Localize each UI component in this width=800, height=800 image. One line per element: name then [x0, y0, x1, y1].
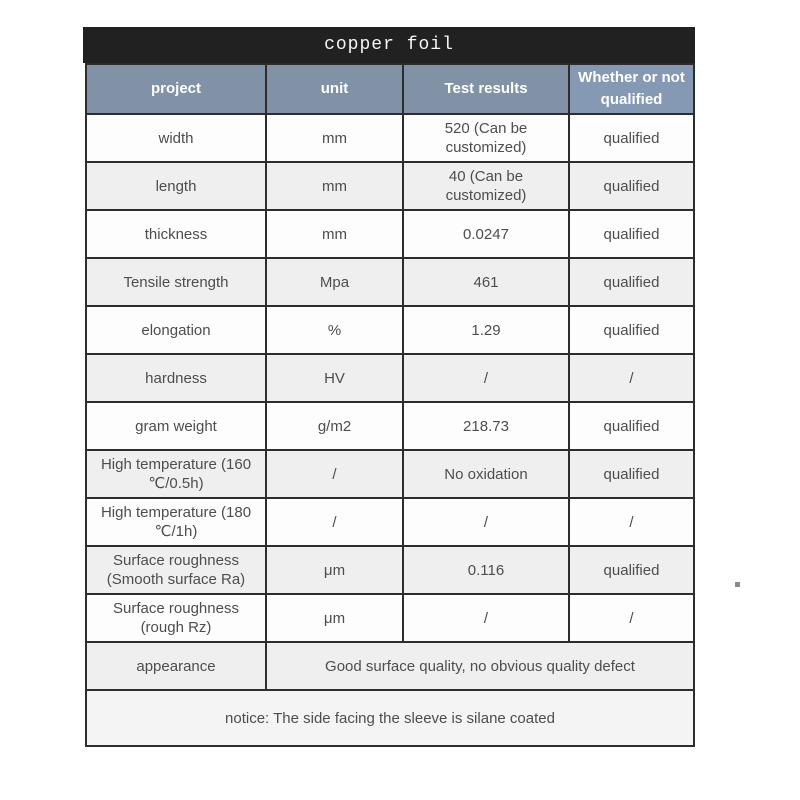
- cell-project: width: [86, 114, 266, 162]
- cell-project: length: [86, 162, 266, 210]
- table-row: [86, 210, 694, 258]
- cell-unit: HV: [266, 354, 403, 402]
- stray-dot-artifact: [735, 582, 740, 587]
- cell-unit: mm: [266, 162, 403, 210]
- cell-project: Surface roughness (Smooth surface Ra): [86, 546, 266, 594]
- table-row: [86, 258, 694, 306]
- cell-qualified: qualified: [569, 306, 694, 354]
- cell-result: No oxidation: [403, 450, 569, 498]
- table-row-notice: [86, 690, 694, 746]
- table-row: [86, 546, 694, 594]
- header-row: [86, 64, 694, 114]
- cell-unit: /: [266, 450, 403, 498]
- cell-project: hardness: [86, 354, 266, 402]
- cell-result: 0.116: [403, 546, 569, 594]
- table-row: [86, 402, 694, 450]
- cell-project: Surface roughness (rough Rz): [86, 594, 266, 642]
- table-title: copper foil: [83, 27, 695, 63]
- cell-unit: Mpa: [266, 258, 403, 306]
- col-header-test-results: Test results: [403, 64, 569, 114]
- table-row: [86, 354, 694, 402]
- notice-text: notice: The side facing the sleeve is silane coated: [86, 690, 694, 746]
- cell-unit: /: [266, 498, 403, 546]
- cell-project: Tensile strength: [86, 258, 266, 306]
- cell-result: /: [403, 354, 569, 402]
- col-header-unit: unit: [266, 64, 403, 114]
- col-header-project: project: [86, 64, 266, 114]
- cell-unit: μm: [266, 594, 403, 642]
- cell-unit: mm: [266, 210, 403, 258]
- cell-project: gram weight: [86, 402, 266, 450]
- spec-table: [85, 63, 695, 747]
- spec-sheet: [83, 27, 695, 747]
- table-row: [86, 594, 694, 642]
- cell-unit: mm: [266, 114, 403, 162]
- table-row: [86, 450, 694, 498]
- cell-qualified: qualified: [569, 162, 694, 210]
- cell-result: 0.0247: [403, 210, 569, 258]
- cell-qualified: qualified: [569, 258, 694, 306]
- cell-qualified: /: [569, 498, 694, 546]
- col-header-qualified: Whether or not qualified: [569, 64, 694, 114]
- cell-project: High temperature (180 ℃/1h): [86, 498, 266, 546]
- cell-unit: %: [266, 306, 403, 354]
- table-row: [86, 114, 694, 162]
- cell-project: thickness: [86, 210, 266, 258]
- table-row: [86, 162, 694, 210]
- cell-unit: g/m2: [266, 402, 403, 450]
- cell-result: 520 (Can be customized): [403, 114, 569, 162]
- cell-qualified: /: [569, 594, 694, 642]
- cell-qualified: qualified: [569, 210, 694, 258]
- appearance-value: Good surface quality, no obvious quality defect: [266, 642, 694, 690]
- table-row: [86, 306, 694, 354]
- cell-qualified: qualified: [569, 546, 694, 594]
- cell-result: 461: [403, 258, 569, 306]
- cell-result: /: [403, 498, 569, 546]
- appearance-label: appearance: [86, 642, 266, 690]
- cell-unit: μm: [266, 546, 403, 594]
- cell-project: elongation: [86, 306, 266, 354]
- table-row-appearance: [86, 642, 694, 690]
- cell-qualified: /: [569, 354, 694, 402]
- cell-qualified: qualified: [569, 450, 694, 498]
- cell-qualified: qualified: [569, 402, 694, 450]
- cell-result: 218.73: [403, 402, 569, 450]
- table-row: [86, 498, 694, 546]
- cell-qualified: qualified: [569, 114, 694, 162]
- cell-result: 40 (Can be customized): [403, 162, 569, 210]
- cell-project: High temperature (160 ℃/0.5h): [86, 450, 266, 498]
- cell-result: /: [403, 594, 569, 642]
- cell-result: 1.29: [403, 306, 569, 354]
